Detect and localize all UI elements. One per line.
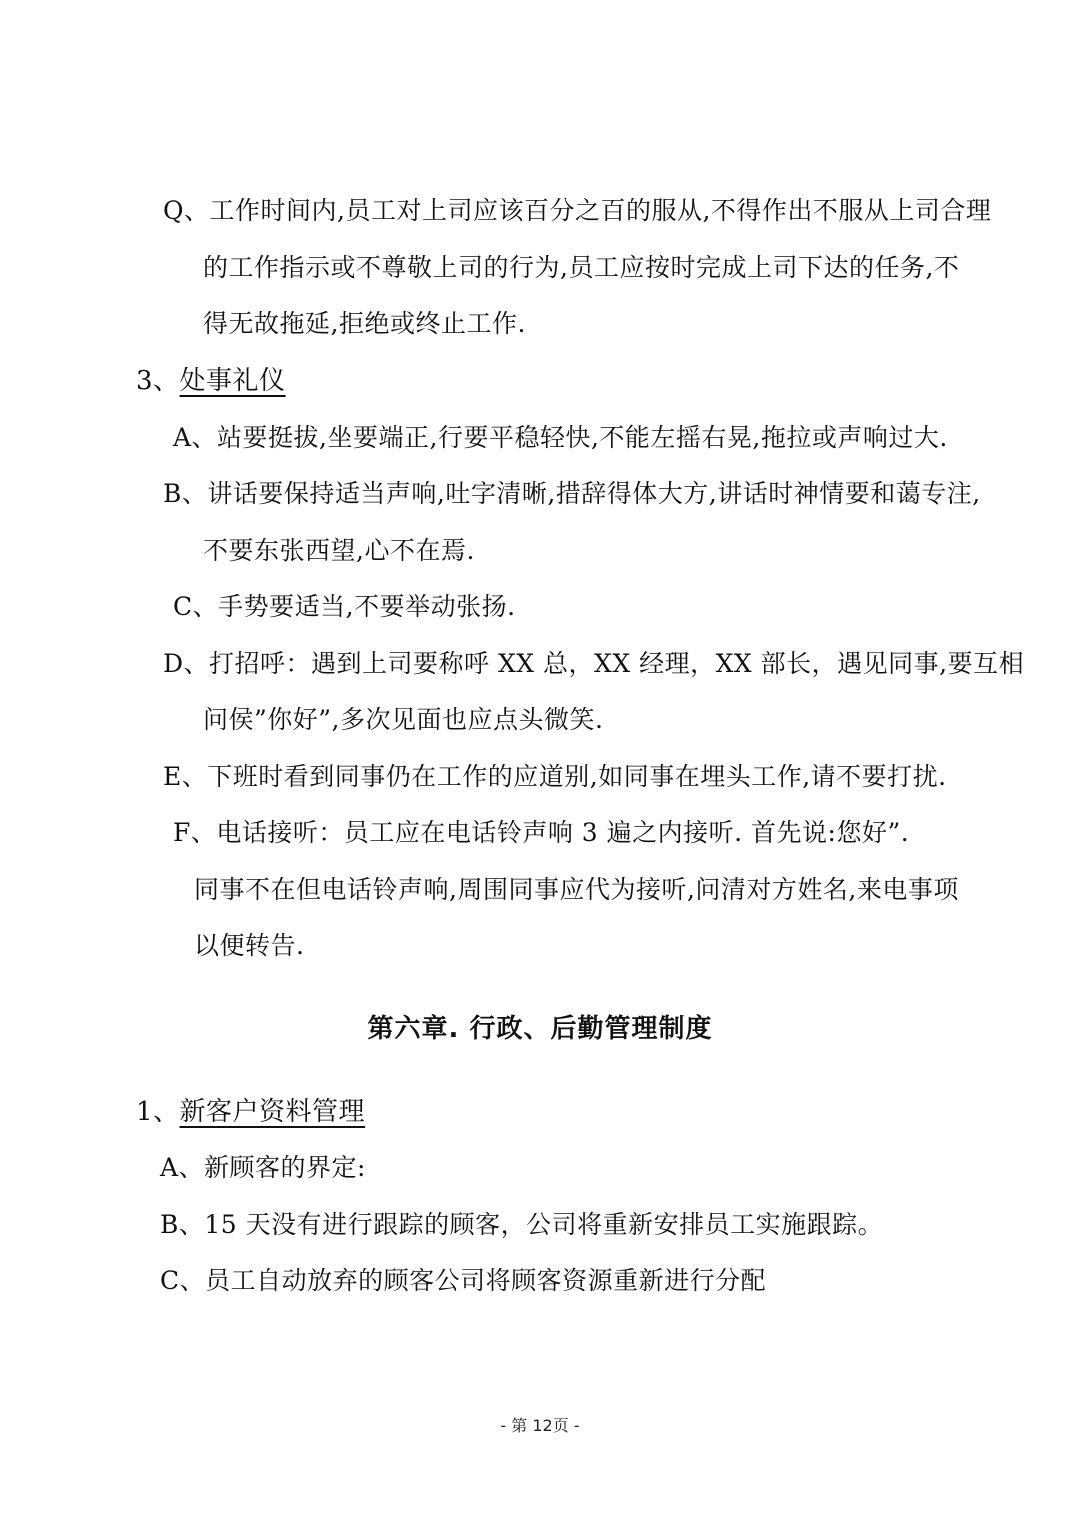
section-title: 处事礼仪 xyxy=(179,366,286,396)
etiquette-item-b-line-2: 不要东张西望,心不在焉. xyxy=(203,536,475,565)
etiquette-item-d-line-2: 问侯”你好”,多次见面也应点头微笑. xyxy=(203,705,604,734)
section-title: 新客户资料管理 xyxy=(179,1097,366,1127)
paragraph-q-line-1: Q、工作时间内,员工对上司应该百分之百的服从,不得作出不服从上司合理 xyxy=(163,196,992,225)
section-heading-etiquette xyxy=(136,364,286,398)
customer-item-c: C、员工自动放弃的顾客公司将顾客资源重新进行分配 xyxy=(160,1266,767,1295)
etiquette-item-f-line-2: 同事不在但电话铃声响,周围同事应代为接听,问清对方姓名,来电事项 xyxy=(194,875,959,904)
customer-item-b: B、15 天没有进行跟踪的顾客，公司将重新安排员工实施跟踪。 xyxy=(160,1210,884,1239)
section-number: 1、 xyxy=(136,1097,180,1127)
chapter-title: 第六章. 行政、后勤管理制度 xyxy=(367,1014,713,1044)
section-heading-customer xyxy=(136,1095,365,1129)
etiquette-item-b-line-1: B、讲话要保持适当声响,吐字清晰,措辞得体大方,讲话时神情要和蔼专注, xyxy=(163,479,981,508)
customer-item-a: A、新顾客的界定: xyxy=(160,1153,366,1182)
paragraph-q-line-3: 得无故拖延,拒绝或终止工作. xyxy=(203,309,526,338)
etiquette-item-e: E、下班时看到同事仍在工作的应道别,如同事在埋头工作,请不要打扰. xyxy=(163,762,947,791)
page-number: - 第 12页 - xyxy=(500,1416,580,1435)
section-number: 3、 xyxy=(136,366,180,396)
etiquette-item-c: C、手势要适当,不要举动张扬. xyxy=(173,592,516,621)
etiquette-item-d-line-1: D、打招呼：遇到上司要称呼 XX 总，XX 经理，XX 部长，遇见同事,要互相 xyxy=(163,649,1025,678)
paragraph-q-line-2: 的工作指示或不尊敬上司的行为,员工应按时完成上司下达的任务,不 xyxy=(203,253,960,282)
etiquette-item-a: A、站要挺拔,坐要端正,行要平稳轻快,不能左摇右晃,拖拉或声响过大. xyxy=(173,423,948,452)
etiquette-item-f-line-1: F、电话接听：员工应在电话铃声响 3 遍之内接听. 首先说:您好”. xyxy=(173,818,910,847)
etiquette-item-f-line-3: 以便转告. xyxy=(194,931,305,960)
